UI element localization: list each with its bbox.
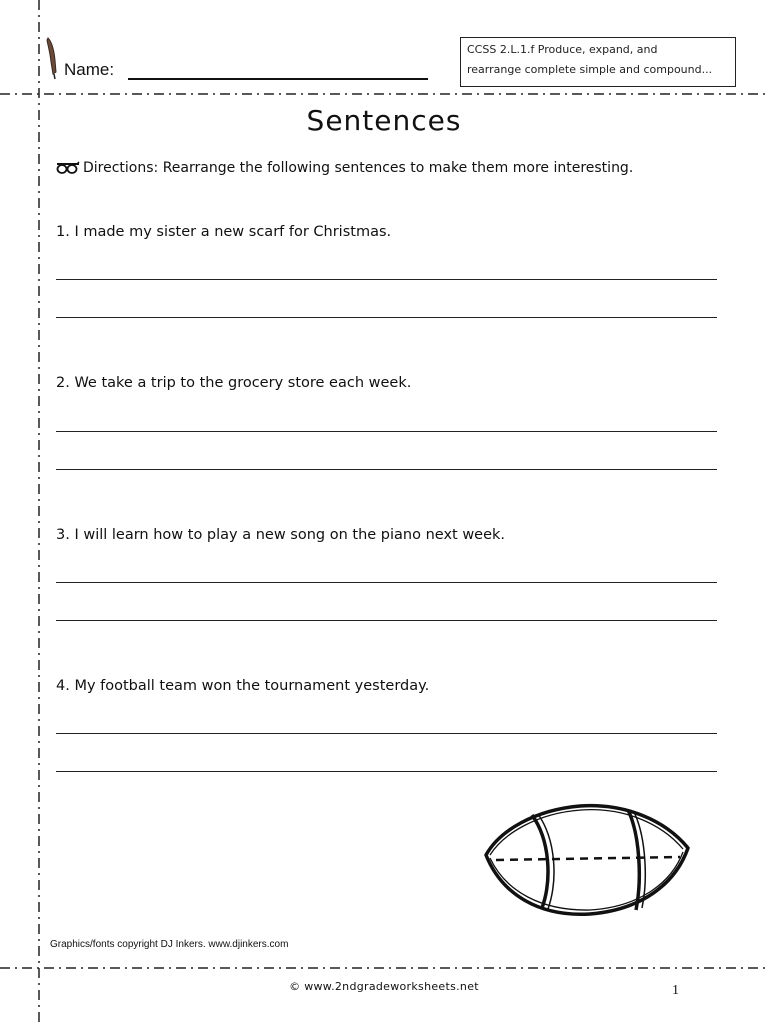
question-1: 1. I made my sister a new scarf for Christmas.: [56, 224, 392, 240]
top-border-line: [0, 93, 768, 95]
left-border-line: [38, 0, 40, 1024]
graphics-credit: Graphics/fonts copyright DJ Inkers. www.djinkers.com: [50, 939, 289, 950]
standard-box: [460, 37, 736, 87]
pencil-icon: [44, 36, 62, 80]
glasses-icon: [56, 161, 80, 175]
answer-line-3a[interactable]: [56, 582, 717, 583]
standard-text-line-2: rearrange complete simple and compound...: [467, 63, 713, 76]
answer-line-2a[interactable]: [56, 431, 717, 432]
name-field-line[interactable]: [128, 78, 428, 80]
directions-text: Directions: Rearrange the following sentences to make them more interesting.: [83, 160, 634, 176]
footer-website: © www.2ndgradeworksheets.net: [289, 980, 479, 993]
answer-line-4b[interactable]: [56, 771, 717, 772]
question-3: 3. I will learn how to play a new song on the piano next week.: [56, 527, 506, 543]
answer-line-1b[interactable]: [56, 317, 717, 318]
answer-line-4a[interactable]: [56, 733, 717, 734]
name-label: Name:: [64, 60, 115, 79]
answer-line-3b[interactable]: [56, 620, 717, 621]
page-number: 1: [672, 983, 679, 998]
answer-line-2b[interactable]: [56, 469, 717, 470]
answer-line-1a[interactable]: [56, 279, 717, 280]
worksheet-title: Sentences: [306, 104, 462, 137]
question-4: 4. My football team won the tournament yesterday.: [56, 678, 430, 694]
football-icon: [480, 800, 694, 920]
standard-text-line-1: CCSS 2.L.1.f Produce, expand, and: [467, 43, 658, 56]
question-2: 2. We take a trip to the grocery store each week.: [56, 375, 412, 391]
bottom-border-line: [0, 967, 768, 969]
directions-row: [56, 160, 633, 176]
